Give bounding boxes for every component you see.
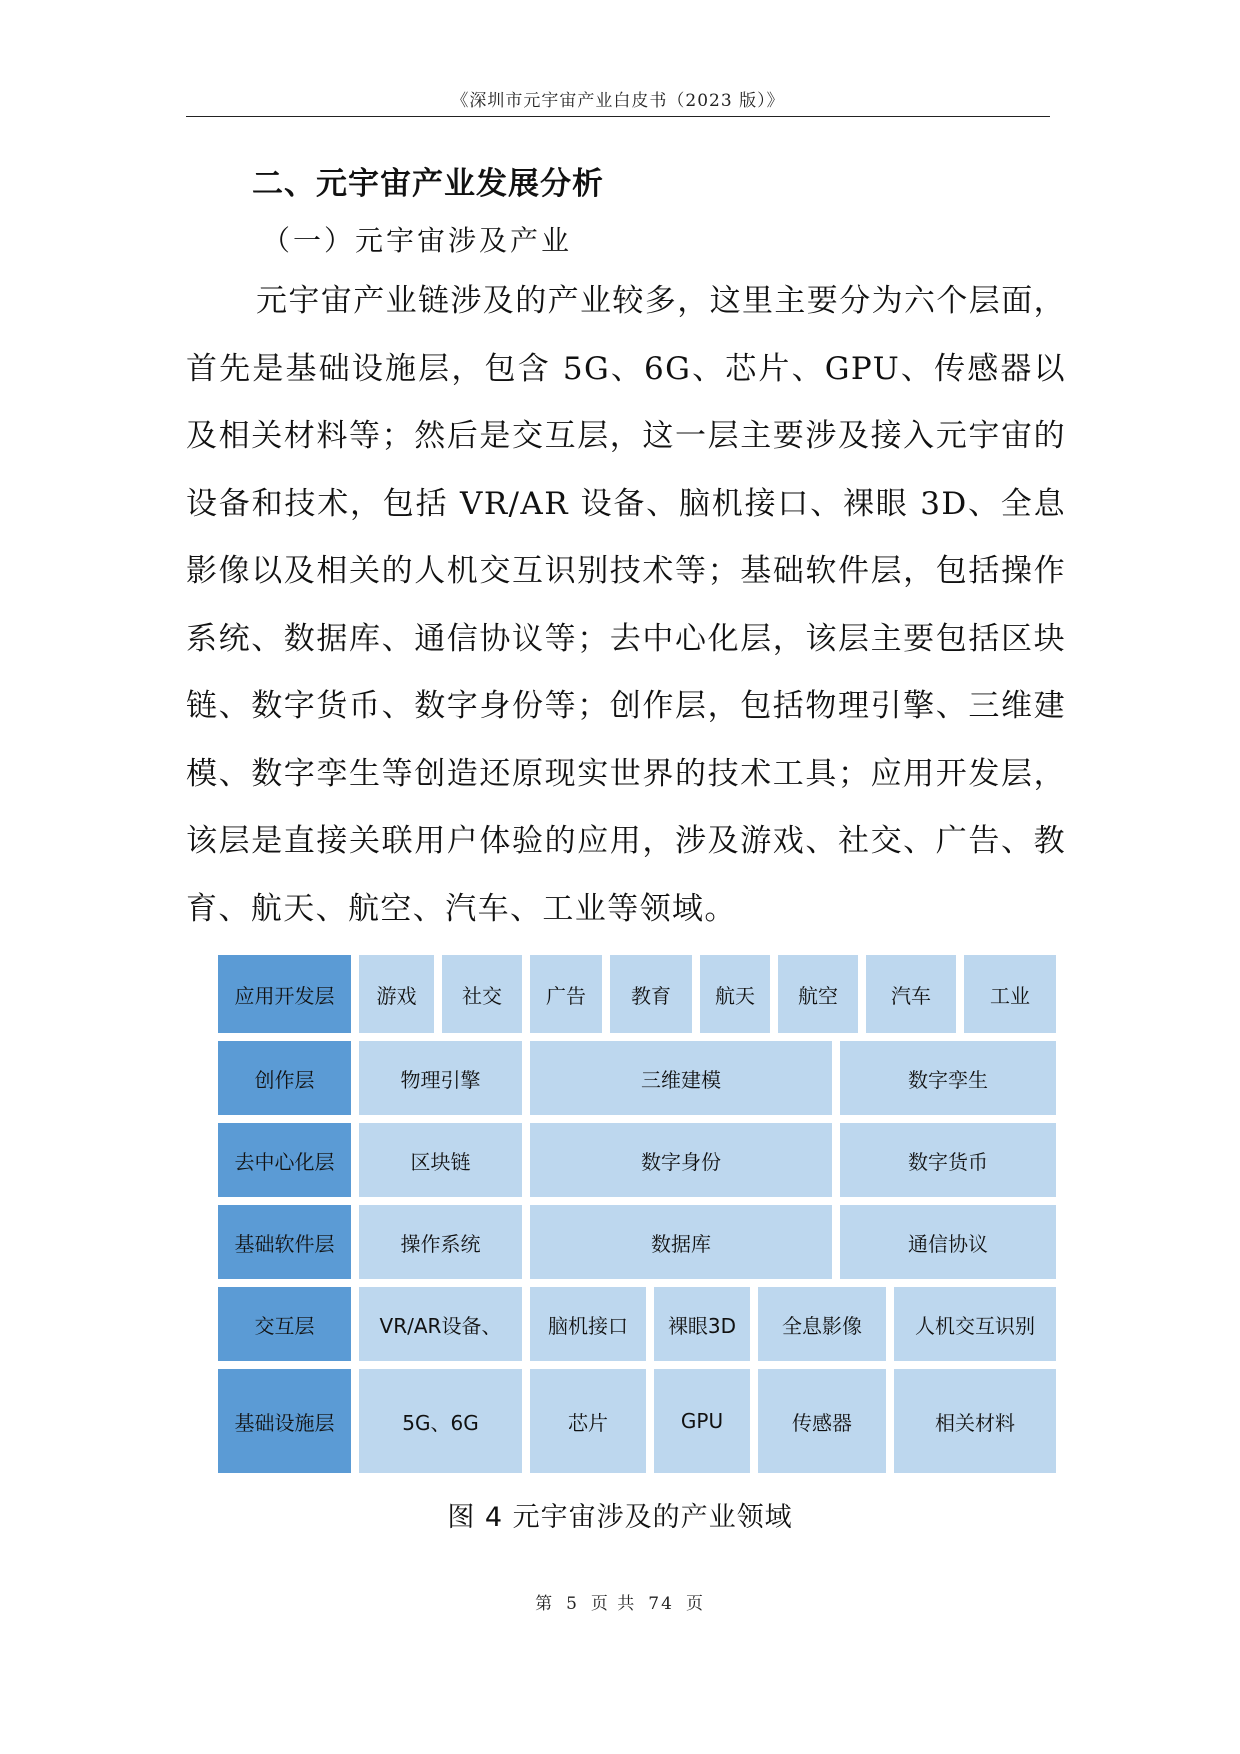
item-education: 教育 xyxy=(610,955,692,1033)
item-gpu: GPU xyxy=(654,1369,750,1473)
item-advertising: 广告 xyxy=(530,955,602,1033)
footer-prefix: 第 xyxy=(535,1594,555,1614)
item-sensors: 传感器 xyxy=(758,1369,886,1473)
layer-label-infrastructure: 基础设施层 xyxy=(218,1369,351,1473)
item-chips: 芯片 xyxy=(530,1369,646,1473)
item-digital-twin: 数字孪生 xyxy=(840,1041,1056,1115)
item-related-materials: 相关材料 xyxy=(894,1369,1056,1473)
item-hci-recognition: 人机交互识别 xyxy=(894,1287,1056,1361)
item-aerospace: 航天 xyxy=(700,955,770,1033)
item-brain-computer-interface: 脑机接口 xyxy=(530,1287,646,1361)
subsection-heading: （一）元宇宙涉及产业 xyxy=(262,224,573,257)
figure-caption: 图 4 元宇宙涉及的产业领域 xyxy=(447,1502,793,1533)
body-paragraph: 元宇宙产业链涉及的产业较多，这里主要分为六个层面，首先是基础设施层，包含 5G、6G、芯片、GPU、传感器以及相关材料等；然后是交互层，这一层主要涉及接入元宇宙的设备和技术，包括 VR/AR 设备、脑机接口、裸眼 3D、全息影像以及相关的人机交互识别技术等；基础软件层，包括操作系统、数据库、通信协议等；去中心化层，该层主要包括区块链、数字货币、数字身份等；创作层，包括物理引擎、三维建模、数字孪生等创造还原现实世界的技术工具；应用开发层，该层是直接关联用户体验的应用，涉及游戏、社交、广告、教育、航天、航空、汽车、工业等领域。 xyxy=(186,283,1066,927)
layer-label-creation: 创作层 xyxy=(218,1041,351,1115)
item-blockchain: 区块链 xyxy=(359,1123,522,1197)
item-digital-currency: 数字货币 xyxy=(840,1123,1056,1197)
item-database: 数据库 xyxy=(530,1205,832,1279)
layer-label-decentralization: 去中心化层 xyxy=(218,1123,351,1197)
running-header: 《深圳市元宇宙产业白皮书（2023 版）》 xyxy=(451,91,785,111)
item-social: 社交 xyxy=(442,955,522,1033)
footer-suffix: 页 xyxy=(685,1594,705,1614)
section-heading: 二、元宇宙产业发展分析 xyxy=(252,166,604,202)
item-5g-6g: 5G、6G xyxy=(359,1369,522,1473)
item-automotive: 汽车 xyxy=(866,955,956,1033)
layer-label-application: 应用开发层 xyxy=(218,955,351,1033)
item-operating-system: 操作系统 xyxy=(359,1205,522,1279)
item-aviation: 航空 xyxy=(778,955,858,1033)
industry-layer-diagram xyxy=(218,955,1056,1473)
item-3d-modeling: 三维建模 xyxy=(530,1041,832,1115)
item-naked-eye-3d: 裸眼3D xyxy=(654,1287,750,1361)
header-rule xyxy=(186,116,1050,117)
layer-label-base-software: 基础软件层 xyxy=(218,1205,351,1279)
total-pages: 74 xyxy=(648,1594,674,1614)
footer-middle: 页 共 xyxy=(590,1594,637,1614)
page-number: 5 xyxy=(566,1594,579,1614)
item-communication-protocol: 通信协议 xyxy=(840,1205,1056,1279)
item-digital-identity: 数字身份 xyxy=(530,1123,832,1197)
item-physics-engine: 物理引擎 xyxy=(359,1041,522,1115)
item-industry: 工业 xyxy=(964,955,1056,1033)
layer-label-interaction: 交互层 xyxy=(218,1287,351,1361)
page-footer xyxy=(0,1589,1240,1614)
item-holographic-imaging: 全息影像 xyxy=(758,1287,886,1361)
item-gaming: 游戏 xyxy=(359,955,434,1033)
item-vr-ar-devices: VR/AR设备、 xyxy=(359,1287,522,1361)
